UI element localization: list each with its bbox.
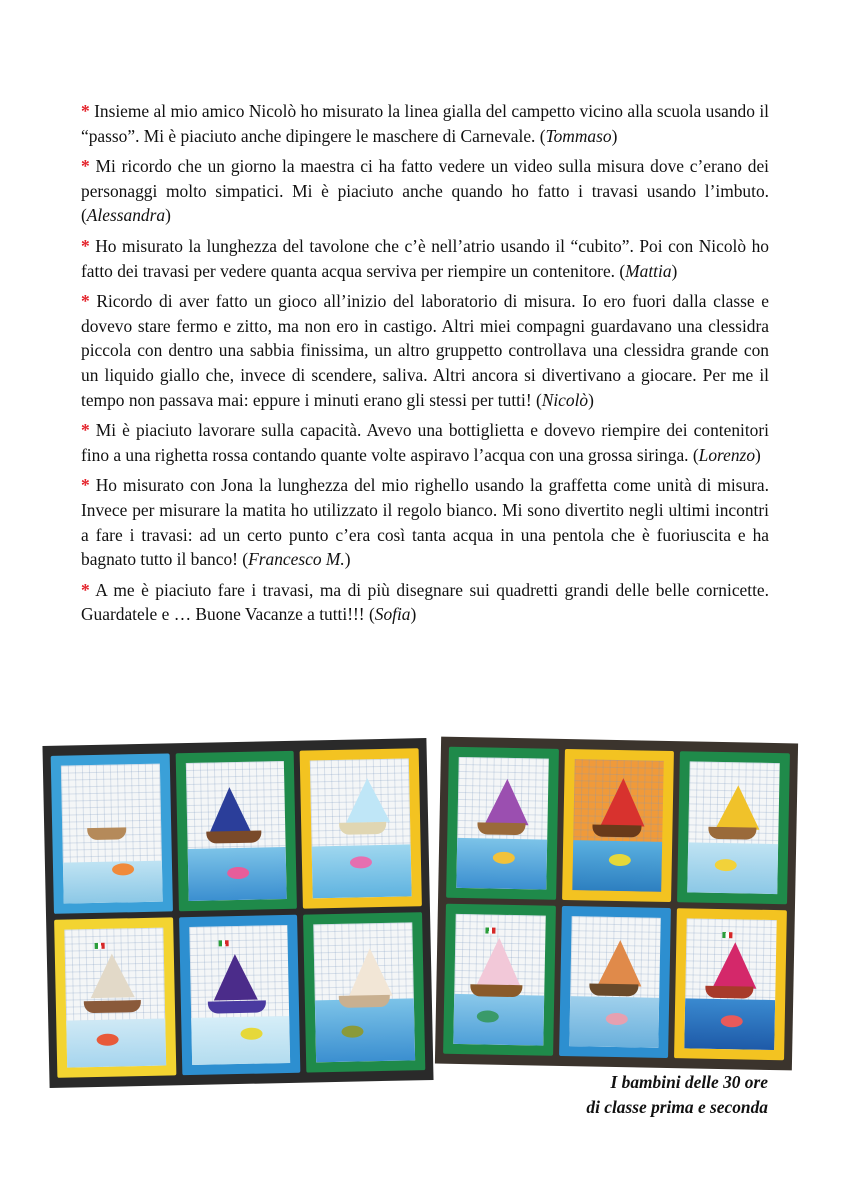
photo-drawings-left — [42, 738, 433, 1088]
author-name: Mattia — [625, 260, 672, 281]
drawing-card — [54, 917, 176, 1077]
paragraph-francesco: * Ho misurato con Jona la lunghezza del mio righello usando la graffetta come unità di misura. Invece per misurare la matita ho utilizzato il regolo bianco. Mi sono divertito negli ultimi incontri a fare i travasi: ad un certo punto c’era così tanta acqua in una pentola che è fuoriuscita e ha bagnato tutto il banco! (Francesco M.) — [81, 475, 769, 570]
caption-line-1: I bambini delle 30 ore — [610, 1072, 768, 1092]
author-name: Lorenzo — [698, 444, 756, 465]
paragraph-alessandra: * Mi ricordo che un giorno la maestra ci ha fatto vedere un video sulla misura dove c’erano dei personaggi molto simpatici. Mi è piaciuto anche quando ho fatto i travasi usando l’imbuto. (Alessandra) — [81, 156, 769, 226]
bullet-star: * — [81, 156, 90, 177]
author-name: Alessandra — [86, 205, 166, 226]
paragraph-text: Ho misurato con Jona la lunghezza del mio righello usando la graffetta come unità di misura. Invece per misurare la matita ho utilizzato il regolo bianco. Mi sono divertito negli ultimi incontri a fare i travasi: ad un certo punto c’era così tanta acqua in una pentola che è fuoriuscita e ha bagnato tutto il banco! ( — [81, 475, 769, 570]
drawing-card — [446, 747, 559, 900]
drawing-card — [562, 749, 675, 902]
caption-line-2: di classe prima e seconda — [586, 1097, 768, 1117]
drawing-card — [303, 912, 425, 1072]
signature-caption — [586, 1070, 768, 1120]
photo-drawings-right — [435, 737, 798, 1071]
paragraph-text: Insieme al mio amico Nicolò ho misurato la linea gialla del campetto vicino alla scuola usando il “passo”. Mi è piaciuto anche dipingere le maschere di Carnevale. ( — [81, 101, 769, 146]
drawings-grid — [443, 747, 790, 1060]
paragraph-text: Mi è piaciuto lavorare sulla capacità. Avevo una bottiglietta e dovevo riempire dei contenitori fino a una righetta rossa contando quante volte aspiravo l’acqua con una grossa siringa. ( — [81, 420, 769, 465]
bullet-star: * — [81, 101, 90, 121]
author-name: Tommaso — [545, 125, 612, 146]
paragraph-text: Mi ricordo che un giorno la maestra ci ha fatto vedere un video sulla misura dove c’erano dei personaggi molto simpatici. Mi è piaciuto anche quando ho fatto i travasi usando l’imbuto. ( — [81, 156, 769, 226]
paragraph-mattia: * Ho misurato la lunghezza del tavolone che c’è nell’atrio usando il “cubito”. Poi con Nicolò ho fatto dei travasi per vedere quanta acqua serviva per riempire un contenitore. (Mattia) — [81, 235, 769, 281]
bullet-star: * — [81, 475, 90, 496]
drawing-card — [179, 915, 301, 1075]
paragraph-text: A me è piaciuto fare i travasi, ma di più disegnare sui quadretti grandi delle belle cornicette. Guardatele e … Buone Vacanze a tutti!!! ( — [81, 579, 769, 625]
author-name: Francesco M. — [248, 549, 345, 570]
drawing-card — [175, 751, 297, 911]
paragraph-sofia: * A me è piaciuto fare i travasi, ma di più disegnare sui quadretti grandi delle belle cornicette. Guardatele e … Buone Vacanze a tutti!!! (Sofia) — [81, 579, 769, 625]
bullet-star: * — [81, 579, 90, 600]
drawing-card — [300, 748, 422, 908]
drawing-card — [674, 908, 787, 1061]
paragraph-text: Ricordo di aver fatto un gioco all’inizio del laboratorio di misura. Io ero fuori dalla classe e dovevo stare fermo e zitto, ma non ero in castigo. Altri miei compagni guardavano una clessidra piccola con dentro una sabbia finissima, un altro gruppetto controllava una clessidra grande con un liquido giallo che, invece di scendere, saliva. Altri ancora si divertivano a giocare. Per me il tempo non passava mai: eppure i minuti erano gli stessi per tutti! ( — [81, 291, 769, 410]
bullet-star: * — [81, 235, 90, 256]
drawing-card — [559, 905, 672, 1058]
bullet-star: * — [81, 420, 90, 441]
author-name: Sofia — [374, 604, 411, 625]
drawing-card — [443, 903, 556, 1056]
author-name: Nicolò — [541, 389, 589, 410]
bullet-star: * — [81, 291, 90, 312]
paragraph-nicolo: * Ricordo di aver fatto un gioco all’inizio del laboratorio di misura. Io ero fuori dalla classe e dovevo stare fermo e zitto, ma non ero in castigo. Altri miei compagni guardavano una clessidra piccola con dentro una sabbia finissima, un altro gruppetto controllava una clessidra grande con un liquido giallo che, invece di scendere, saliva. Altri ancora si divertivano a giocare. Per me il tempo non passava mai: eppure i minuti erano gli stessi per tutti! (Nicolò) — [81, 291, 769, 410]
drawings-grid — [51, 748, 426, 1078]
paragraph-tommaso: * Insieme al mio amico Nicolò ho misurato la linea gialla del campetto vicino alla scuola usando il “passo”. Mi è piaciuto anche dipingere le maschere di Carnevale. (Tommaso) — [81, 101, 769, 146]
drawing-card — [677, 751, 790, 904]
paragraph-text: Ho misurato la lunghezza del tavolone che c’è nell’atrio usando il “cubito”. Poi con Nicolò ho fatto dei travasi per vedere quanta acqua serviva per riempire un contenitore. ( — [81, 235, 769, 281]
drawing-card — [51, 753, 173, 913]
article-text — [81, 99, 769, 633]
paragraph-lorenzo: * Mi è piaciuto lavorare sulla capacità. Avevo una bottiglietta e dovevo riempire dei contenitori fino a una righetta rossa contando quante volte aspiravo l’acqua con una grossa siringa. (Lorenzo) — [81, 420, 769, 465]
